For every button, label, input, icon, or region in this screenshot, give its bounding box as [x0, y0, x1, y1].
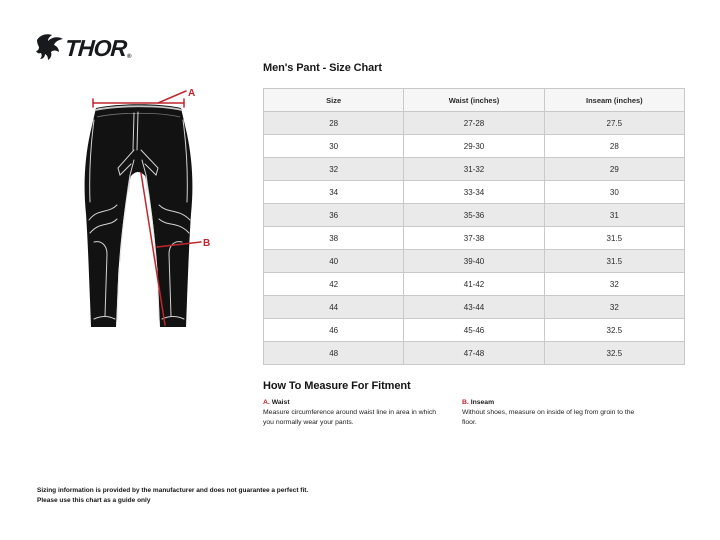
page-title: Men's Pant - Size Chart	[263, 62, 382, 74]
table-row	[264, 296, 685, 319]
table-cell: 34	[264, 181, 404, 204]
table-cell: 43-44	[404, 296, 544, 319]
pants-diagram	[60, 80, 215, 335]
measure-item-inseam	[462, 399, 685, 428]
table-cell: 32	[544, 273, 684, 296]
table-cell: 28	[544, 135, 684, 158]
size-chart-table	[263, 88, 685, 365]
table-cell: 39-40	[404, 250, 544, 273]
measure-prefix-a: A.	[263, 399, 270, 406]
thor-logo	[36, 33, 132, 63]
table-cell: 32.5	[544, 342, 684, 365]
table-row	[264, 158, 685, 181]
table-row	[264, 227, 685, 250]
table-row	[264, 204, 685, 227]
table-row	[264, 342, 685, 365]
measure-item-heading	[263, 399, 462, 406]
column-header: Size	[264, 89, 404, 112]
measure-prefix-b: B.	[462, 399, 469, 406]
table-cell: 29-30	[404, 135, 544, 158]
waist-pointer-line	[158, 91, 186, 103]
table-row	[264, 112, 685, 135]
column-header: Waist (inches)	[404, 89, 544, 112]
measure-item-heading	[462, 399, 685, 406]
measure-description-inseam: Without shoes, measure on inside of leg from groin to the floor.	[462, 409, 635, 426]
table-cell: 35-36	[404, 204, 544, 227]
table-cell: 29	[544, 158, 684, 181]
table-cell: 48	[264, 342, 404, 365]
table-body	[264, 112, 685, 365]
disclaimer	[37, 486, 308, 506]
table-cell: 30	[264, 135, 404, 158]
table-cell: 27-28	[404, 112, 544, 135]
disclaimer-line-2: Please use this chart as a guide only	[37, 496, 151, 504]
table-cell: 36	[264, 204, 404, 227]
measure-label-waist: Waist	[271, 399, 290, 406]
chart-content	[263, 62, 685, 428]
thor-goat-icon	[36, 33, 64, 63]
table-header	[264, 89, 685, 112]
table-cell: 32.5	[544, 319, 684, 342]
measure-instructions	[263, 399, 685, 428]
table-cell: 40	[264, 250, 404, 273]
table-cell: 30	[544, 181, 684, 204]
table-cell: 47-48	[404, 342, 544, 365]
table-cell: 27.5	[544, 112, 684, 135]
table-cell: 31	[544, 204, 684, 227]
pants-silhouette	[85, 104, 193, 327]
disclaimer-line-1: Sizing information is provided by the manufacturer and does not guarantee a perfect fit.	[37, 487, 309, 494]
table-row	[264, 273, 685, 296]
pants-illustration	[60, 80, 215, 335]
table-cell: 32	[264, 158, 404, 181]
brand-name: THOR	[64, 34, 128, 61]
table-cell: 37-38	[404, 227, 544, 250]
table-cell: 44	[264, 296, 404, 319]
table-cell: 38	[264, 227, 404, 250]
measure-description-waist: Measure circumference around waist line in area in which you normally wear your pants.	[263, 409, 437, 426]
table-cell: 45-46	[404, 319, 544, 342]
table-cell: 31.5	[544, 227, 684, 250]
table-row	[264, 135, 685, 158]
trademark-symbol: ®	[127, 54, 132, 60]
column-header: Inseam (inches)	[544, 89, 684, 112]
table-cell: 28	[264, 112, 404, 135]
table-row	[264, 250, 685, 273]
measure-item-waist	[263, 399, 462, 428]
table-cell: 31-32	[404, 158, 544, 181]
table-row	[264, 181, 685, 204]
table-cell: 32	[544, 296, 684, 319]
measure-label-inseam: Inseam	[470, 399, 495, 406]
table-cell: 33-34	[404, 181, 544, 204]
table-cell: 42	[264, 273, 404, 296]
table-cell: 46	[264, 319, 404, 342]
how-to-measure-title: How To Measure For Fitment	[263, 380, 411, 392]
table-cell: 41-42	[404, 273, 544, 296]
inseam-label-b: B	[203, 238, 211, 249]
waist-label-a: A	[188, 88, 196, 99]
table-row	[264, 319, 685, 342]
table-cell: 31.5	[544, 250, 684, 273]
